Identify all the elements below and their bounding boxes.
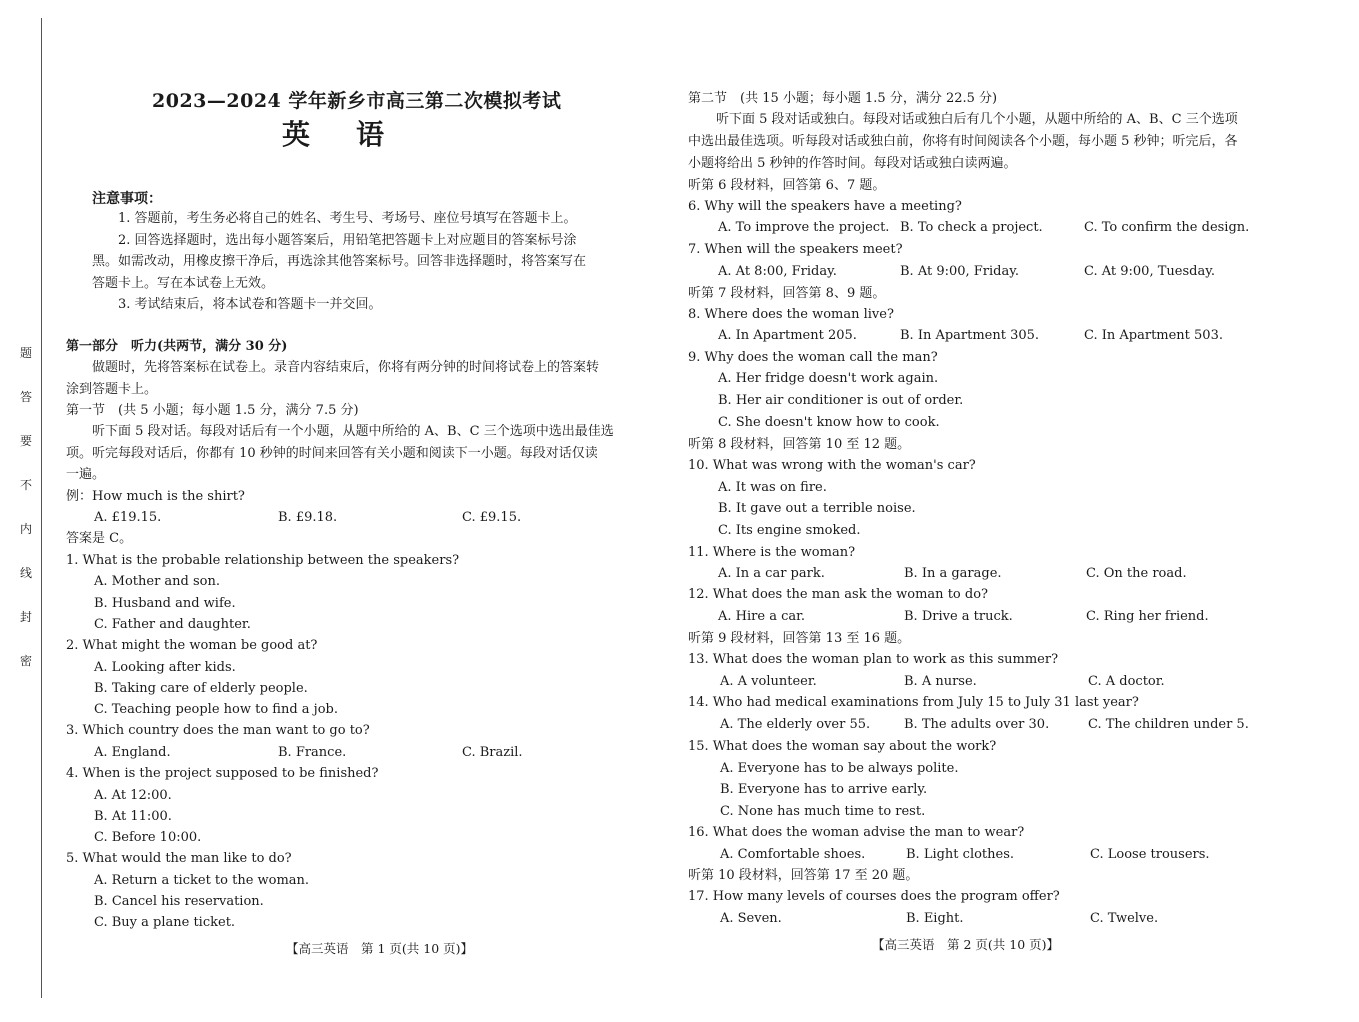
seal-char: 题 (19, 346, 32, 360)
option: C. Teaching people how to find a job. (94, 702, 338, 717)
part1-heading: 第一部分 听力(共两节，满分 30 分) (66, 339, 288, 354)
material-heading: 听第 9 段材料，回答第 13 至 16 题。 (688, 631, 911, 646)
option: C. Buy a plane ticket. (94, 915, 236, 930)
option: C. At 9:00, Tuesday. (1084, 264, 1215, 279)
seal-char: 要 (19, 434, 32, 448)
binding-seal-text (18, 345, 34, 697)
example-answer: 答案是 C。 (66, 531, 133, 546)
question: 14. Who had medical examinations from July 15 to July 31 last year? (688, 695, 1139, 710)
option: A. Comfortable shoes. (720, 847, 866, 862)
option: A. Looking after kids. (94, 660, 236, 675)
section1-intro: 听下面 5 段对话。每段对话后有一个小题，从题中所给的 A、B、C 三个选项中选出最佳选 (92, 424, 614, 439)
material-heading: 听第 8 段材料，回答第 10 至 12 题。 (688, 437, 911, 452)
option: C. Twelve. (1090, 911, 1159, 926)
question: 5. What would the man like to do? (66, 851, 292, 866)
option: A. Seven. (720, 911, 782, 926)
option: A. At 8:00, Friday. (718, 264, 837, 279)
section1-heading: 第一节 (共 5 小题；每小题 1.5 分，满分 7.5 分) (66, 403, 359, 418)
binding-margin-line (41, 18, 42, 998)
option: C. To confirm the design. (1084, 220, 1250, 235)
question: 13. What does the woman plan to work as this summer? (688, 652, 1059, 667)
seal-char: 线 (19, 566, 32, 580)
material-heading: 听第 7 段材料，回答第 8、9 题。 (688, 286, 886, 301)
option: A. A volunteer. (720, 674, 817, 689)
seal-char: 封 (19, 610, 32, 624)
option: B. Cancel his reservation. (94, 894, 264, 909)
option: A. In Apartment 205. (718, 328, 857, 343)
option: B. To check a project. (900, 220, 1043, 235)
section2-intro: 中选出最佳选项。听每段对话或独白前，你将有时间阅读各个小题，每小题 5 秒钟；听完后，各 (688, 134, 1238, 149)
option: A. In a car park. (718, 566, 825, 581)
option: A. It was on fire. (718, 480, 827, 495)
seal-char: 答 (19, 390, 32, 404)
option: C. In Apartment 503. (1084, 328, 1223, 343)
note-line: 1. 答题前，考生务必将自己的姓名、考生号、考场号、座位号填写在答题卡上。 (118, 211, 577, 226)
option: B. Light clothes. (906, 847, 1015, 862)
section2-heading: 第二节 (共 15 小题；每小题 1.5 分，满分 22.5 分) (688, 91, 998, 106)
option: B. Eight. (906, 911, 964, 926)
subject-title: 英语 (282, 118, 431, 151)
option: A. The elderly over 55. (720, 717, 871, 732)
option: C. Father and daughter. (94, 617, 251, 632)
option: C. None has much time to rest. (720, 804, 926, 819)
option: C. The children under 5. (1088, 717, 1249, 732)
seal-char: 内 (19, 522, 32, 536)
option: C. She doesn't know how to cook. (718, 415, 940, 430)
question: 17. How many levels of courses does the program offer? (688, 889, 1060, 904)
option: B. It gave out a terrible noise. (718, 501, 916, 516)
section1-intro: 一遍。 (66, 467, 106, 482)
material-heading: 听第 6 段材料，回答第 6、7 题。 (688, 178, 886, 193)
page-footer: 【高三英语 第 1 页(共 10 页)】 (286, 941, 474, 956)
option: C. Before 10:00. (94, 830, 202, 845)
option: B. In Apartment 305. (900, 328, 1040, 343)
question: 4. When is the project supposed to be finished? (66, 766, 379, 781)
option: A. Hire a car. (718, 609, 806, 624)
question: 8. Where does the woman live? (688, 307, 894, 322)
option: B. At 11:00. (94, 809, 172, 824)
option: A. £19.15. (94, 510, 162, 525)
part1-intro: 做题时，先将答案标在试卷上。录音内容结束后，你将有两分钟的时间将试卷上的答案转 (92, 360, 600, 375)
option: B. France. (278, 745, 347, 760)
question: 11. Where is the woman? (688, 545, 856, 560)
part1-intro: 涂到答题卡上。 (66, 382, 158, 397)
question: 3. Which country does the man want to go to? (66, 723, 370, 738)
question: 9. Why does the woman call the man? (688, 350, 938, 365)
option: C. £9.15. (462, 510, 522, 525)
page-footer: 【高三英语 第 2 页(共 10 页)】 (872, 937, 1060, 952)
option: B. Her air conditioner is out of order. (718, 393, 964, 408)
question: 2. What might the woman be good at? (66, 638, 318, 653)
option: C. A doctor. (1088, 674, 1165, 689)
option: B. At 9:00, Friday. (900, 264, 1020, 279)
option: A. Everyone has to be always polite. (720, 761, 959, 776)
option: B. A nurse. (904, 674, 977, 689)
option: C. Brazil. (462, 745, 523, 760)
option: A. To improve the project. (718, 220, 890, 235)
seal-char: 密 (19, 654, 32, 668)
question: 1. What is the probable relationship between the speakers? (66, 553, 460, 568)
note-line: 答题卡上。写在本试卷上无效。 (92, 276, 275, 291)
note-line: 黑。如需改动，用橡皮擦干净后，再选涂其他答案标号。回答非选择题时，将答案写在 (92, 254, 587, 269)
option: A. Return a ticket to the woman. (94, 873, 310, 888)
option: C. On the road. (1086, 566, 1187, 581)
option: B. £9.18. (278, 510, 338, 525)
option: B. Husband and wife. (94, 596, 236, 611)
section2-intro: 小题将给出 5 秒钟的作答时间。每段对话或独白读两遍。 (688, 156, 1017, 171)
note-line: 2. 回答选择题时，选出每小题答案后，用铅笔把答题卡上对应题目的答案标号涂 (118, 233, 577, 248)
option: B. Everyone has to arrive early. (720, 782, 928, 797)
option: A. Her fridge doesn't work again. (718, 371, 939, 386)
question: 6. Why will the speakers have a meeting? (688, 199, 962, 214)
question: 7. When will the speakers meet? (688, 242, 903, 257)
option: C. Its engine smoked. (718, 523, 861, 538)
question: 10. What was wrong with the woman's car? (688, 458, 976, 473)
option: B. Drive a truck. (904, 609, 1013, 624)
option: B. In a garage. (904, 566, 1002, 581)
section1-intro: 项。听完每段对话后，你都有 10 秒钟的时间来回答有关小题和阅读下一小题。每段对话仅读 (66, 446, 598, 461)
option: C. Ring her friend. (1086, 609, 1209, 624)
option: B. The adults over 30. (904, 717, 1050, 732)
option: A. Mother and son. (94, 574, 221, 589)
note-line: 3. 考试结束后，将本试卷和答题卡一并交回。 (118, 297, 382, 312)
question: 15. What does the woman say about the work? (688, 739, 997, 754)
example-question: 例：How much is the shirt? (66, 489, 245, 504)
option: C. Loose trousers. (1090, 847, 1210, 862)
question: 16. What does the woman advise the man to wear? (688, 825, 1025, 840)
option: A. England. (94, 745, 171, 760)
material-heading: 听第 10 段材料，回答第 17 至 20 题。 (688, 868, 919, 883)
section2-intro: 听下面 5 段对话或独白。每段对话或独白后有几个小题，从题中所给的 A、B、C 三个选项 (716, 112, 1238, 127)
option: B. Taking care of elderly people. (94, 681, 308, 696)
question: 12. What does the man ask the woman to do? (688, 587, 988, 602)
exam-title: 2023—2024 学年新乡市高三第二次模拟考试 (152, 90, 562, 112)
notes-heading: 注意事项： (92, 191, 162, 207)
seal-char: 不 (19, 478, 32, 492)
option: A. At 12:00. (94, 788, 172, 803)
